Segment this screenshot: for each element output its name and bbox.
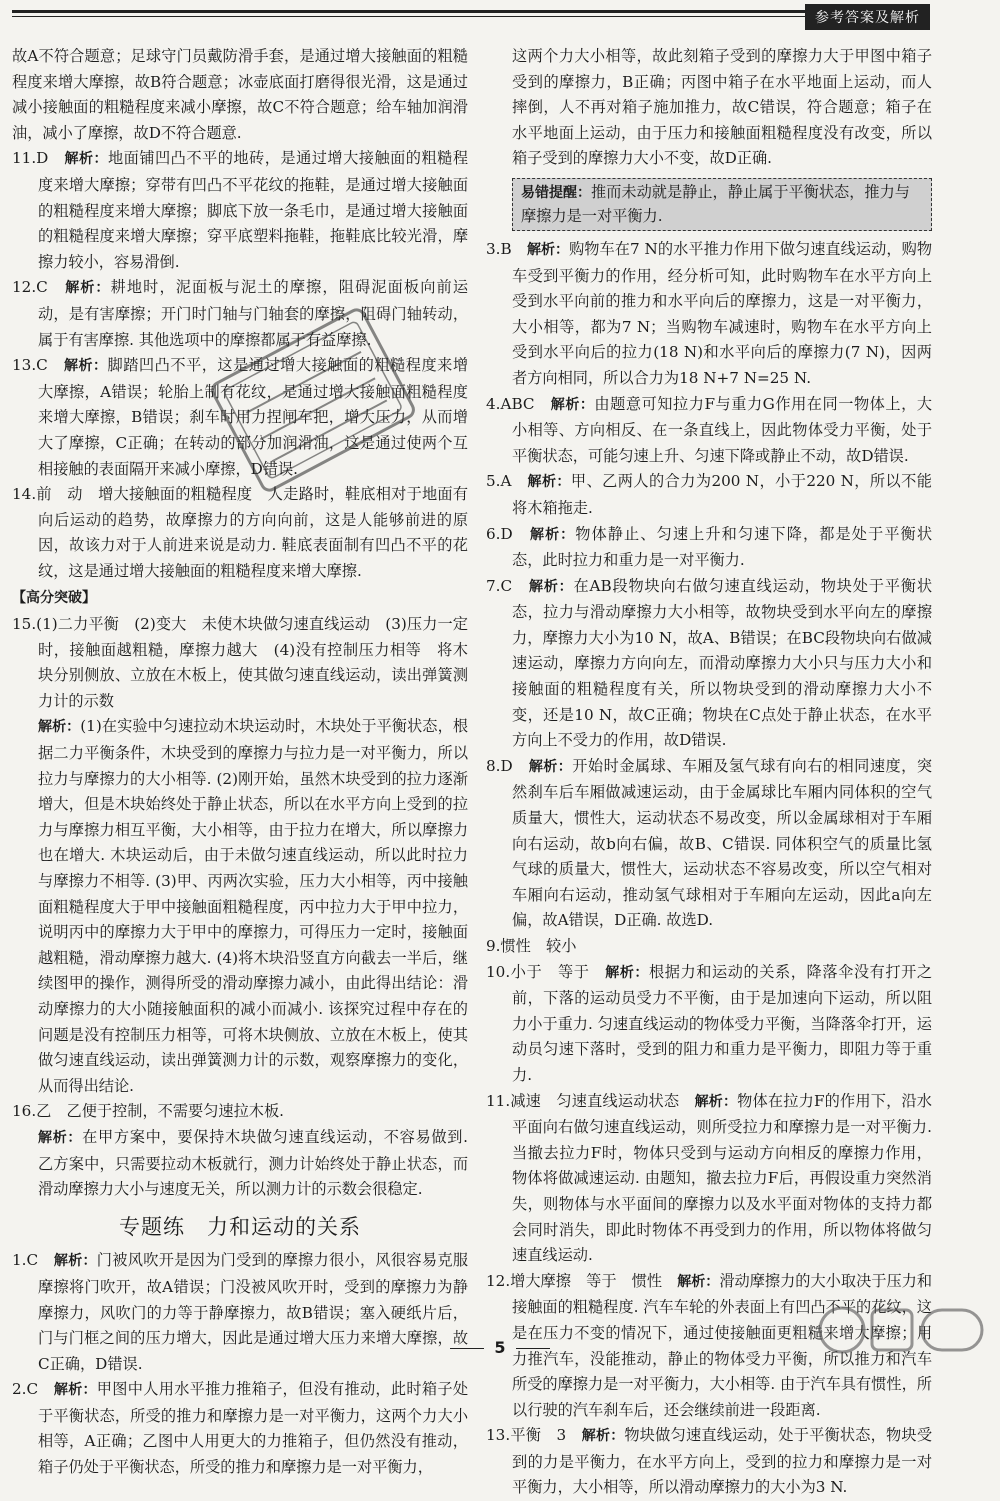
analysis-label: 解析： bbox=[64, 358, 108, 375]
answer-text: 故A不符合题意；足球守门员戴防滑手套，是通过增大接触面的粗糙程度来增大摩擦，故B符合题意；冰壶底面打磨得很光滑，这是通过减小接触面的粗糙程度来减小摩擦，故C不符合题意；给车轴加润滑油，减小了摩擦，故D不符合题意. bbox=[12, 47, 468, 142]
answer-item bbox=[486, 469, 932, 521]
page-dash-right bbox=[516, 1348, 550, 1349]
analysis-label: 解析： bbox=[550, 396, 595, 413]
analysis-label: 解析： bbox=[38, 1129, 83, 1146]
answer-text: 物块做匀速直线运动，处于平衡状态，物块受到的力是平衡力，在水平方向上，受到的拉力和摩擦力是一对平衡力，大小相等，所以滑动摩擦力的大小为3 N. bbox=[512, 1426, 933, 1497]
header-label: 参考答案及解析 bbox=[805, 4, 930, 30]
answer-text: 购物车在7 N的水平推力作用下做匀速直线运动，购物车受到平衡力的作用，经分析可知，此时购物车在水平方向上受到水平向前的推力和水平向后的摩擦力，这是一对平衡力，大小相等，都为7 N；当购物车减速时，购物车在水平方向上受到水平向后的拉力(18 N)和水平向后的摩擦力(7 N)，因两者方向相同，所以合力为18 N+7 N=25 N. bbox=[512, 239, 933, 387]
answer-text: 在甲方案中，要保持木块做匀速直线运动，不容易做到. 乙方案中，只需要拉动木板就行，测力计始终处于静止状态，而滑动摩擦力大小与速度无关，所以测力计的示数会很稳定. bbox=[38, 1127, 469, 1199]
section-label: 【高分突破】 bbox=[12, 590, 96, 607]
answer-item bbox=[486, 934, 932, 960]
answer-item bbox=[486, 1089, 932, 1269]
item-number: 1.C bbox=[12, 1251, 39, 1270]
item-number: 9.惯性 较小 bbox=[486, 937, 577, 955]
item-number: 10.小于 等于 bbox=[486, 962, 590, 981]
answer-item bbox=[486, 754, 932, 934]
page-dash-left bbox=[450, 1348, 484, 1349]
item-number: 11.D bbox=[12, 149, 49, 168]
page-number-text: 5 bbox=[494, 1338, 506, 1357]
analysis-label: 解析： bbox=[526, 241, 570, 258]
analysis-paragraph bbox=[12, 1125, 468, 1203]
answer-text: 物体在拉力F的作用下，沿水平面向右做匀速直线运动，则所受拉力和摩擦力是一对平衡力. 当撤去拉力F时，物体只受到与运动方向相反的摩擦力作用，物体将做减速运动. 由题知，撤去拉力F后，再假设重力突然消失，则物体与水平面间的摩擦力以及水平面对物体的支持力都会同时消失，即此时物体不再受到力的作用，所以物体将做匀速直线运动. bbox=[512, 1091, 932, 1265]
item-number: 14.前 动 bbox=[12, 485, 83, 504]
answer-text: 地面铺凹凸不平的地砖，是通过增大接触面的粗糙程度来增大摩擦；穿带有凹凸不平花纹的拖鞋，是通过增大接触面的粗糙程度来增大摩擦；脚底下放一条毛巾，是通过增大接触面的粗糙程度来增大摩擦；穿平底塑料拖鞋，拖鞋底比较光滑，摩擦力较小，容易滑倒. bbox=[38, 149, 469, 271]
header-rule-thin bbox=[12, 16, 928, 17]
ink-stamp-icon bbox=[208, 295, 418, 505]
answer-item bbox=[486, 522, 932, 574]
answer-text: 开始时金属球、车厢及氢气球有向右的相同速度，突然刹车后车厢做减速运动，由于金属球比车厢内同体积的空气质量大，惯性大，运动状态不易改变，所以金属球相对于车厢向右运动，故b向右偏，故B、C错误. 同体积空气的质量比氢气球的质量大，惯性大，运动状态不容易改变，所以空气相对车厢向右运动，推动氢气球相对于车厢向左运动，因此a向左偏，故A错误，D正确. 故选D. bbox=[512, 756, 933, 930]
item-number: 16. bbox=[12, 1102, 37, 1121]
item-number: 11.减速 匀速直线运动状态 bbox=[486, 1091, 680, 1110]
analysis-label: 解析： bbox=[677, 1273, 720, 1290]
item-number: 13.平衡 3 bbox=[486, 1426, 567, 1445]
analysis-label: 解析： bbox=[65, 280, 111, 297]
analysis-label: 解析： bbox=[53, 1382, 97, 1399]
analysis-label: 解析： bbox=[527, 474, 571, 491]
answer-text: 滑动摩擦力的大小取决于压力和接触面的粗糙程度. 汽车车轮的外表面上有凹凸不平的花纹，这是在压力不变的情况下，通过使接触面更粗糙来增大摩擦；用力推汽车，没能推动，静止的物体受力平衡，所以推力和汽车所受的摩擦力是一对平衡力，大小相等. 由于汽车具有惯性，所以行驶的汽车刹车后，还会继续前进一段距离. bbox=[512, 1271, 933, 1419]
topic-title: 专题练 力和运动的关系 bbox=[119, 1214, 361, 1239]
right-column bbox=[486, 44, 932, 1501]
item-number: 4.ABC bbox=[486, 394, 535, 413]
answer-text: 甲图中人用水平推力推箱子，但没有推动，此时箱子处于平衡状态，所受的推力和摩擦力是一对平衡力，这两个力大小相等，A正确；乙图中人用更大的力推箱子，但仍然没有推动，箱子仍处于平衡状态，所受的推力和摩擦力是一对平衡力， bbox=[38, 1380, 469, 1477]
page-number bbox=[0, 1338, 1000, 1357]
answer-item bbox=[12, 146, 468, 275]
item-number: 15. bbox=[12, 615, 37, 634]
answer-text: 耕地时，泥面板与泥土的摩擦，阻碍泥面板向前运动，是有害摩擦；开门时门轴与门轴套的摩擦，阻碍门轴转动，属于有害摩擦. 其他选项中的摩擦都属于有益摩擦. bbox=[38, 278, 469, 349]
analysis-paragraph bbox=[12, 714, 468, 1099]
answer-key: (1)二力平衡 (2)变大 未使木块做匀速直线运动 (3)压力一定时，接触面越粗糙，摩擦力越大 (4)没有控制压力相等 将木块分别侧放、立放在木板上，使其做匀速直线运动，读出弹簧测力计的示数 bbox=[36, 615, 468, 710]
item-number: 6.D bbox=[486, 524, 513, 543]
answer-item bbox=[12, 44, 468, 146]
answer-text: 在AB段物块向右做匀速直线运动，物块处于平衡状态，拉力与滑动摩擦力大小相等，故物块受到水平向左的摩擦力，摩擦力大小为10 N，故A、B错误；在BC段物块向右做减速运动，摩擦力方向向左，而滑动摩擦力大小只与压力大小和接触面的粗糙程度有关，所以物块受到的滑动摩擦力大小不变，还是10 N，故C正确；物块在C点处于静止状态，在水平方向上不受力的作用，故D错误. bbox=[512, 576, 933, 750]
item-number: 3.B bbox=[486, 239, 512, 258]
item-number: 7.C bbox=[486, 576, 513, 595]
analysis-label: 解析： bbox=[38, 719, 81, 736]
tip-text: 推而未动就是静止，静止属于平衡状态，推力与摩擦力是一对平衡力. bbox=[521, 182, 910, 225]
item-number: 12.增大摩擦 等于 惯性 bbox=[486, 1271, 663, 1290]
item-number: 8.D bbox=[486, 756, 513, 775]
analysis-label: 解析： bbox=[528, 578, 574, 595]
answer-text: (1)在实验中匀速拉动木块运动时，木块处于平衡状态，根据二力平衡条件，木块受到的摩擦力与拉力是一对平衡力，所以拉力与摩擦力的大小相等. (2)刚开始，虽然木块受到的拉力逐渐增大，但是木块始终处于静止状态，所以在水平方向上受到的拉力与摩擦力相互平衡，大小相等，由于拉力在增大，所以摩擦力也在增大. 木块运动后，由于未做匀速直线运动，所以此时拉力与摩擦力不相等. (3)甲、丙两次实验，压力大小相等，丙中接触面粗糙程度大于甲中接触面粗糙程度，丙中拉力大于甲中拉力，说明丙中的摩擦力大于甲中的摩擦力，可得压力一定时，接触面越粗糙，滑动摩擦力越大. (4)将木块沿竖直方向截去一半后，继续图甲的操作，测得所受的滑动摩擦力减小，由此得出结论：滑动摩擦力的大小随接触面积的减小而减小. 该探究过程中存在的问题是没有控制压力相等，可将木块侧放、立放在木板上，使其做匀速直线运动，读出弹簧测力计的示数，观察摩擦力的变化，从而得出结论. bbox=[38, 717, 469, 1095]
item-number: 12.C bbox=[12, 278, 48, 297]
item-number: 13.C bbox=[12, 356, 48, 375]
tip-box bbox=[512, 178, 932, 231]
answer-item bbox=[12, 612, 468, 714]
answer-text: 这两个力大小相等，故此刻箱子受到的摩擦力大于甲图中箱子受到的摩擦力，B正确；丙图中箱子在水平地面上运动，而人摔倒，人不再对箱子施加推力，故C错误，符合题意；箱子在水平地面上运动，由于压力和接触面粗糙程度没有改变，所以箱子受到的摩擦力大小不变，故D正确. bbox=[512, 47, 932, 168]
answer-text: 甲、乙两人的合力为200 N，小于220 N，所以不能将木箱拖走. bbox=[512, 472, 932, 517]
item-number: 5.A bbox=[486, 472, 512, 491]
answer-item bbox=[486, 392, 932, 470]
analysis-label: 解析： bbox=[64, 151, 108, 168]
answer-text: 门被风吹开是因为门受到的摩擦力很小，风很容易克服摩擦将门吹开，故A错误；门没被风吹开时，受到的摩擦力为静摩擦力，风吹门的力等于静摩擦力，故B错误；塞入硬纸片后，门与门框之间的压力增大，因此是通过增大压力来增大摩擦，故C正确，D错误. bbox=[38, 1251, 469, 1373]
header-rule bbox=[12, 10, 928, 13]
answer-text: 根据力和运动的关系，降落伞没有打开之前，下落的运动员受力不平衡，由于是加速向下运动，所以阻力小于重力. 匀速直线运动的物体受力平衡，当降落伞打开，运动员匀速下落时，受到的阻力和重力是平衡力，即阻力等于重力. bbox=[512, 962, 933, 1084]
analysis-label: 解析： bbox=[581, 1428, 625, 1445]
answer-text: 由题意可知拉力F与重力G作用在同一物体上，大小相等、方向相反、在一条直线上，因此物体受力平衡，处于平衡状态，可能匀速上升、匀速下降或静止不动，故D错误. bbox=[512, 394, 933, 465]
answer-item bbox=[486, 960, 932, 1089]
answer-item bbox=[12, 1377, 468, 1480]
analysis-label: 解析： bbox=[694, 1093, 738, 1110]
answer-item bbox=[486, 574, 932, 754]
analysis-label: 解析： bbox=[53, 1253, 97, 1270]
tip-label: 易错提醒： bbox=[521, 184, 591, 201]
analysis-label: 解析： bbox=[530, 526, 576, 543]
answer-item bbox=[486, 237, 932, 392]
answer-key: 乙 乙便于控制，不需要匀速拉木板. bbox=[36, 1102, 284, 1121]
analysis-label: 解析： bbox=[528, 758, 573, 775]
analysis-label: 解析： bbox=[605, 964, 649, 981]
answer-text: 脚踏凹凸不平，这是通过增大接触面的粗糙程度来增大摩擦，A错误；轮胎上制有花纹，是通过增大接触面粗糙程度来增大摩擦，B错误；刹车时用力捏闸车把，增大压力，从而增大了摩擦，C正确；在转动的部分加润滑油，这是通过使两个互相接触的表面隔开来减小摩擦，D错误. bbox=[38, 356, 469, 478]
answer-item bbox=[12, 1248, 468, 1377]
answer-text: 物体静止、匀速上升和匀速下降，都是处于平衡状态，此时拉力和重力是一对平衡力. bbox=[512, 524, 933, 570]
answer-text: 增大接触面的粗糙程度 人走路时，鞋底相对于地面有向后运动的趋势，故摩擦力的方向向前，这是人能够前进的原因，故该力对于人前进来说是动力. 鞋底表面制有凹凸不平的花纹，这是通过增大接触面的粗糙程度来增大摩擦. bbox=[38, 485, 469, 580]
answer-item bbox=[12, 1099, 468, 1125]
answer-item bbox=[486, 44, 932, 172]
left-column bbox=[12, 44, 468, 1481]
item-number: 2.C bbox=[12, 1380, 39, 1399]
answer-item bbox=[486, 1423, 932, 1501]
